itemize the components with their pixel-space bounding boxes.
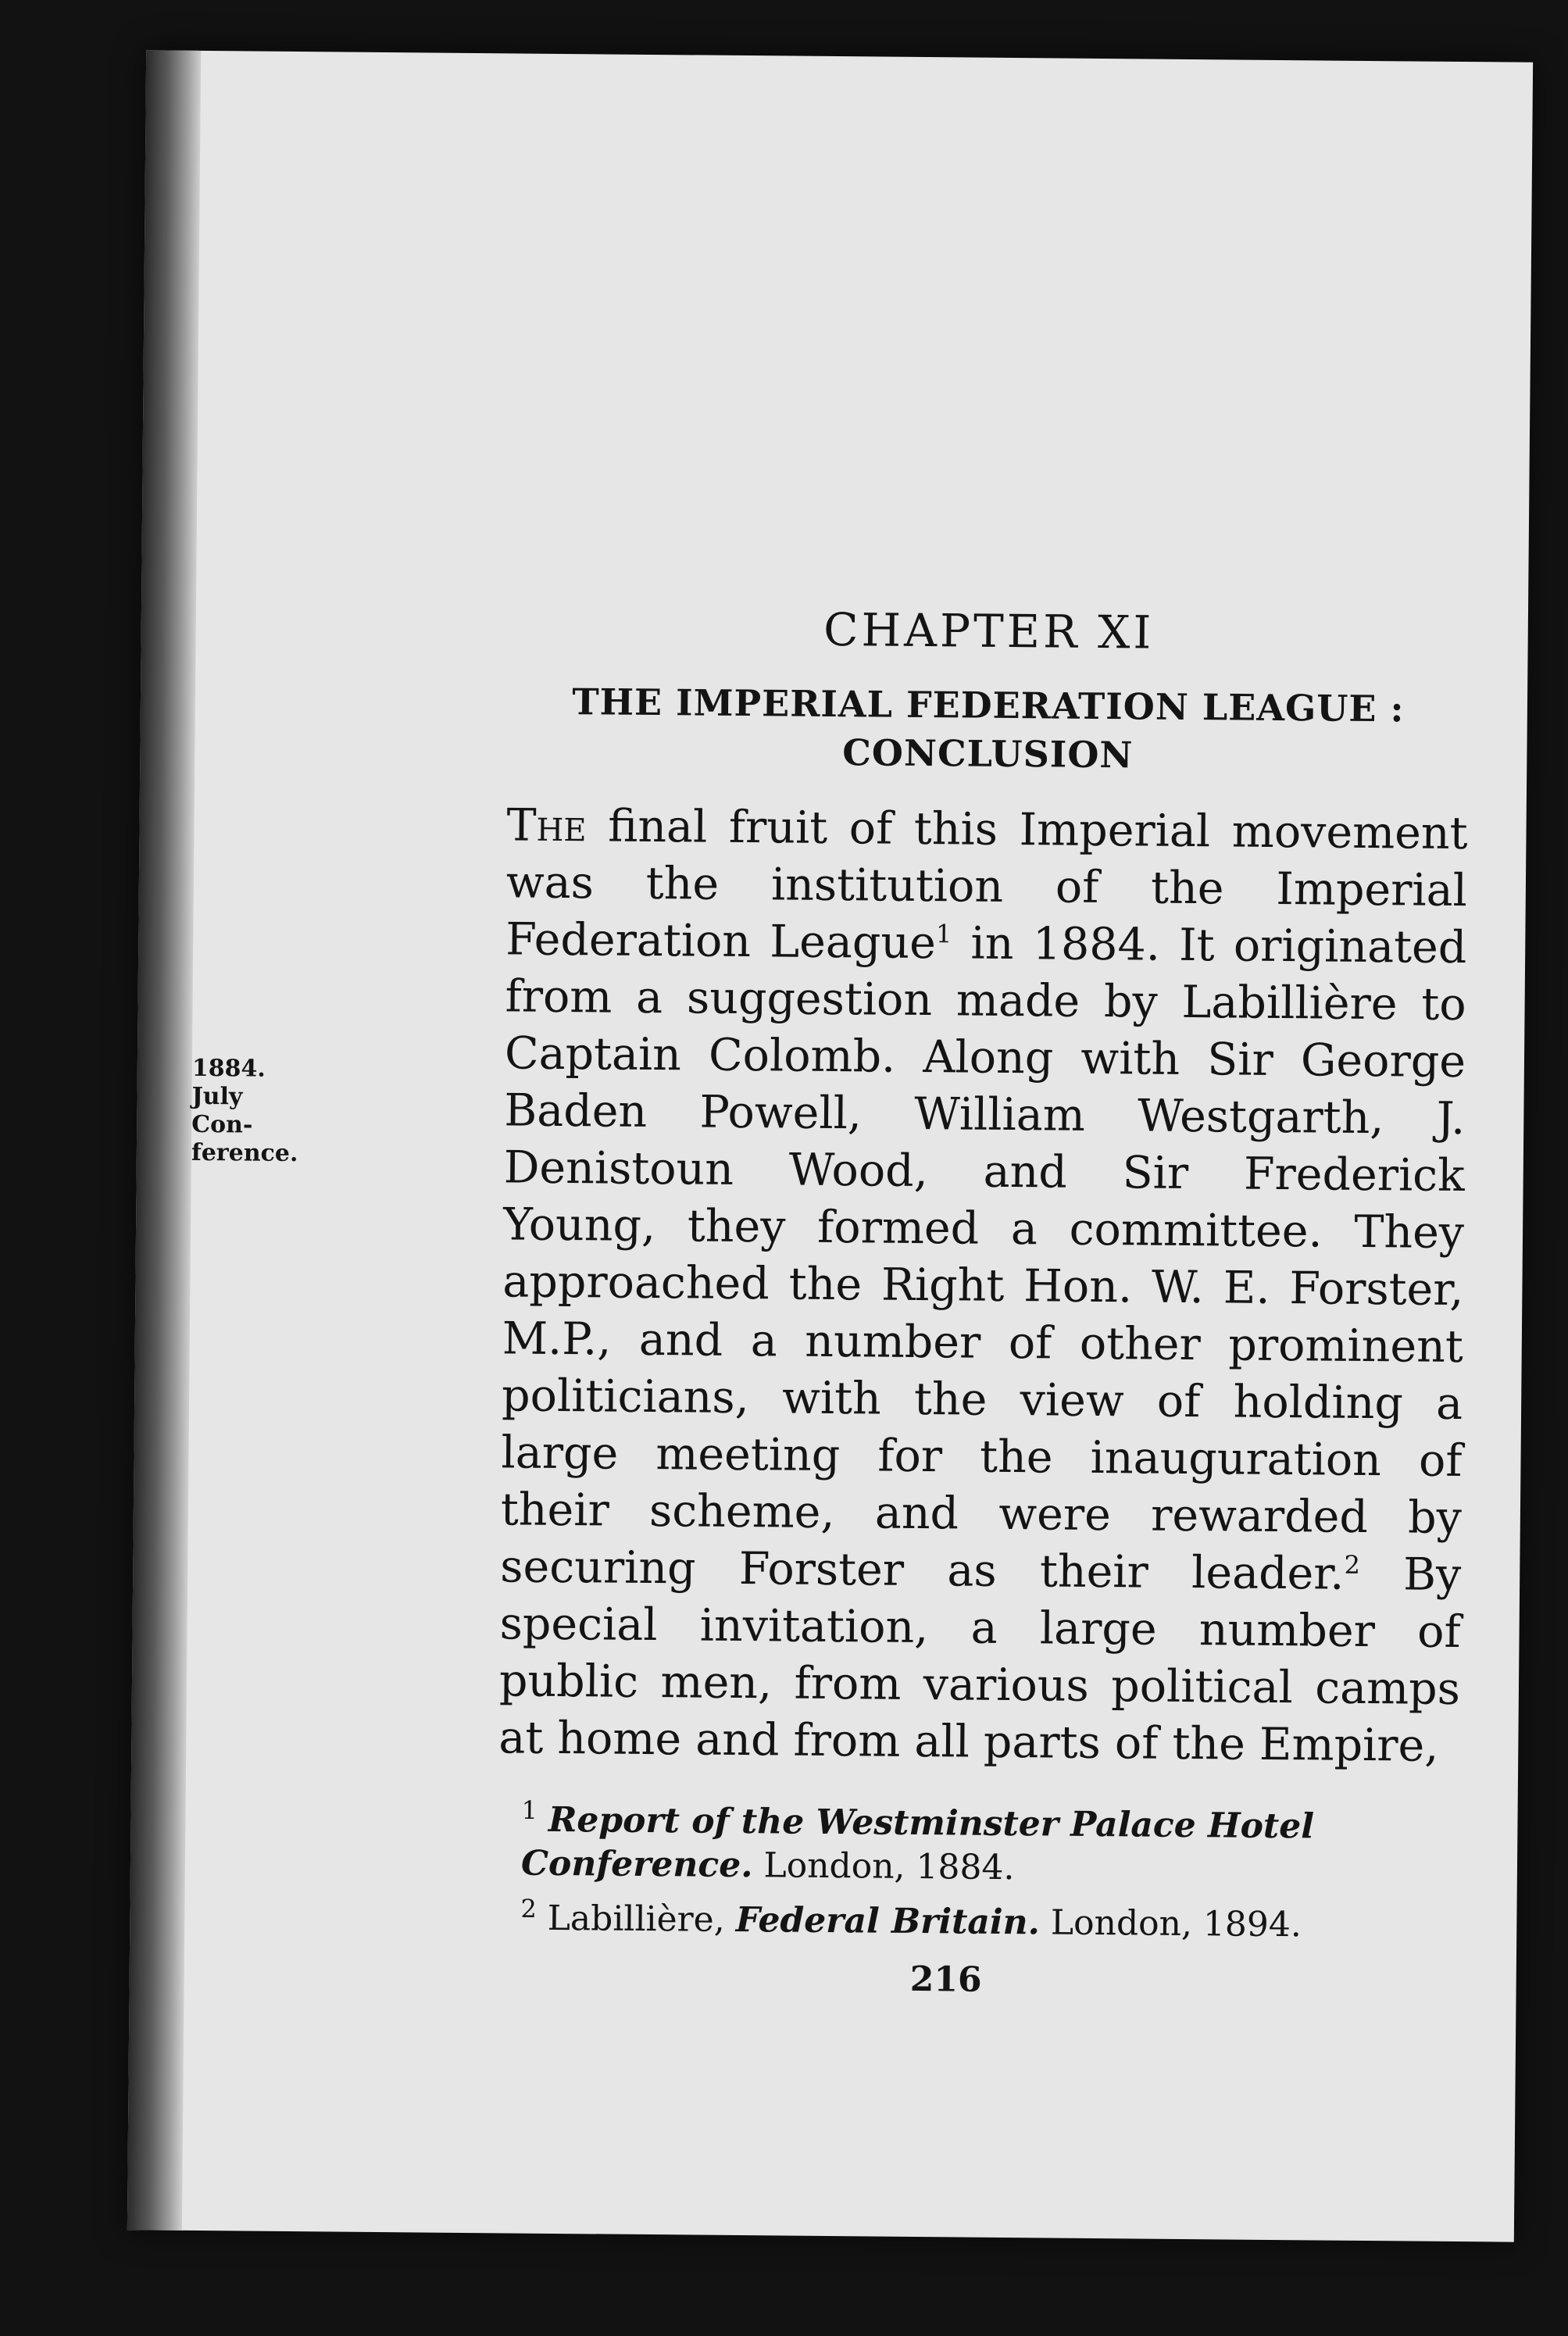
margin-note-line: 1884. — [191, 1054, 266, 1083]
body-paragraph — [498, 797, 1468, 1775]
footnotes — [497, 1795, 1459, 1948]
footnote-ref[interactable]: 1 — [935, 919, 952, 949]
footnote-mark: 1 — [521, 1795, 538, 1826]
chapter-heading-line: CONCLUSION — [842, 731, 1134, 777]
body-text-segment: By special invitation, a large number of public men, from various political camps at home and from all parts of the Empire, — [498, 1548, 1462, 1772]
margin-note-line: July Con- — [191, 1082, 253, 1139]
body-text-segment: final fruit of this Imperial movement was the institution of the Imperial Federation League — [505, 800, 1468, 970]
footnote-mark: 2 — [520, 1893, 537, 1924]
page-number: 216 — [909, 1959, 982, 2000]
footnote-title: Report of the Westminster Palace Hotel Conference. — [520, 1799, 1315, 1886]
margin-note — [191, 1055, 302, 1168]
margin-note-line: ference. — [191, 1138, 298, 1168]
footnote-rest: London, 1884. — [752, 1845, 1015, 1888]
footnote-rest: London, 1894. — [1039, 1902, 1302, 1945]
opening-word: The — [506, 799, 587, 852]
body-text-segment: in 1884. It originated from a suggestion made by Labillière to Captain Colomb. Along with Sir George Baden Powell, William Westgarth, J. Denistoun Wood, and Sir Frederick Young, they formed a committee. They approached the Right Hon. W. E. Forster, M.P., and a number of other prominent politicians, with the view of holding a large meeting for the inauguration of their scheme, and were rewarded by securing Forster as their leader. — [499, 917, 1467, 1600]
footnote — [497, 1893, 1458, 1948]
chapter-number: CHAPTER XI — [823, 602, 1155, 659]
footnote-author: Labillière, — [536, 1898, 736, 1940]
book-page — [127, 50, 1533, 2241]
book-binding-edge — [127, 50, 201, 2231]
footnote — [498, 1795, 1459, 1894]
footnote-ref[interactable]: 2 — [1344, 1549, 1361, 1580]
chapter-heading — [507, 677, 1469, 782]
chapter-heading-line: THE IMPERIAL FEDERATION LEAGUE : — [572, 680, 1405, 730]
footnote-title: Federal Britain. — [735, 1899, 1041, 1943]
page-content — [496, 600, 1470, 2004]
